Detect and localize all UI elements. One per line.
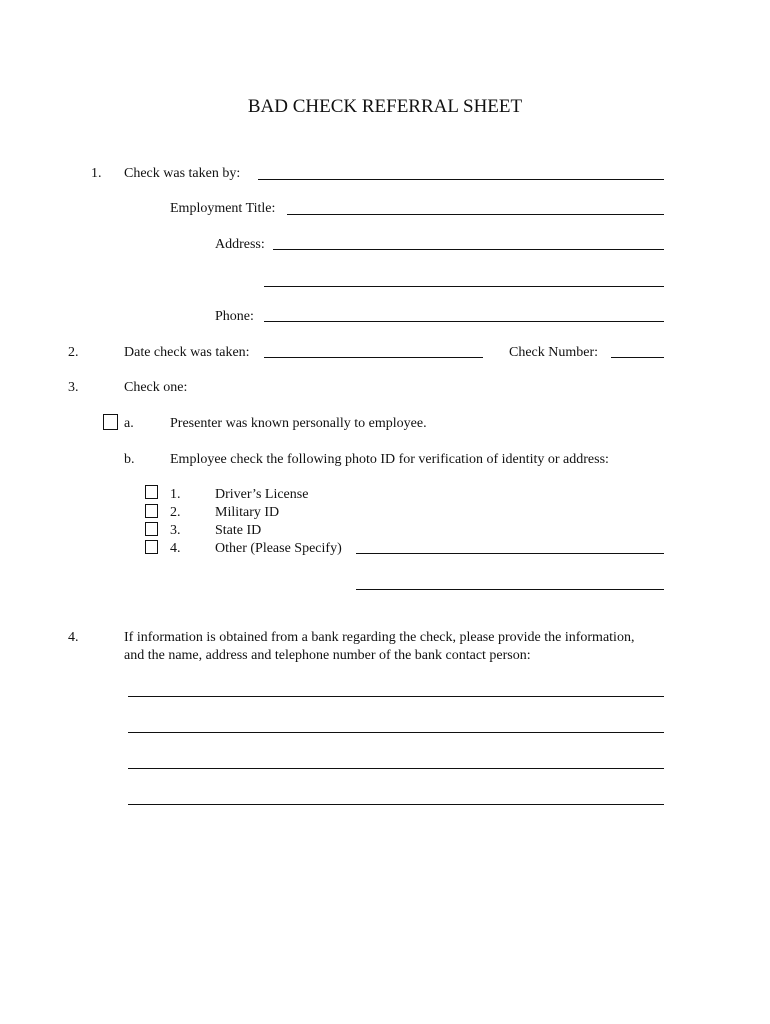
section-2-number: 2. bbox=[68, 345, 79, 360]
section-1-number: 1. bbox=[91, 166, 102, 181]
option-b-letter: b. bbox=[124, 452, 135, 467]
section-3-number: 3. bbox=[68, 380, 79, 395]
id-item-number: 2. bbox=[170, 505, 181, 520]
id-item-label: Driver’s License bbox=[215, 487, 309, 502]
address-field-line-2[interactable] bbox=[264, 286, 664, 287]
id-item-number: 3. bbox=[170, 523, 181, 538]
option-a-letter: a. bbox=[124, 416, 134, 431]
other-id-specify-field[interactable] bbox=[356, 553, 664, 554]
id-item-label: Military ID bbox=[215, 505, 280, 520]
date-taken-field[interactable] bbox=[264, 357, 483, 358]
employment-title-label: Employment Title: bbox=[170, 201, 276, 216]
phone-field[interactable] bbox=[264, 321, 664, 322]
option-b-text: Employee check the following photo ID for verification of identity or address: bbox=[170, 452, 609, 467]
option-a-text: Presenter was known personally to employee. bbox=[170, 416, 427, 431]
page-title: BAD CHECK REFERRAL SHEET bbox=[247, 96, 523, 117]
address-field-line-1[interactable] bbox=[273, 249, 664, 250]
bank-info-text-line-2: and the name, address and telephone number of the bank contact person: bbox=[124, 648, 531, 663]
id-item-number: 1. bbox=[170, 487, 181, 502]
other-id-specify-field-line-2[interactable] bbox=[356, 589, 664, 590]
check-number-field[interactable] bbox=[611, 357, 664, 358]
id-item-label: Other (Please Specify) bbox=[215, 541, 342, 556]
bank-info-field-line-1[interactable] bbox=[128, 696, 664, 697]
military-id-checkbox[interactable] bbox=[145, 504, 158, 518]
other-id-checkbox[interactable] bbox=[145, 540, 158, 554]
taken-by-label: Check was taken by: bbox=[124, 166, 241, 181]
section-4-number: 4. bbox=[68, 630, 79, 645]
check-number-label: Check Number: bbox=[509, 345, 599, 360]
taken-by-field[interactable] bbox=[258, 179, 664, 180]
bank-info-text-line-1: If information is obtained from a bank regarding the check, please provide the information, bbox=[124, 630, 635, 645]
check-one-label: Check one: bbox=[124, 380, 188, 395]
bank-info-field-line-2[interactable] bbox=[128, 732, 664, 733]
employment-title-field[interactable] bbox=[287, 214, 664, 215]
phone-label: Phone: bbox=[215, 309, 254, 324]
bank-info-field-line-4[interactable] bbox=[128, 804, 664, 805]
date-taken-label: Date check was taken: bbox=[124, 345, 250, 360]
id-item-number: 4. bbox=[170, 541, 181, 556]
state-id-checkbox[interactable] bbox=[145, 522, 158, 536]
id-item-label: State ID bbox=[215, 523, 262, 538]
address-label: Address: bbox=[215, 237, 265, 252]
bank-info-field-line-3[interactable] bbox=[128, 768, 664, 769]
drivers-license-checkbox[interactable] bbox=[145, 485, 158, 499]
presenter-known-checkbox[interactable] bbox=[103, 414, 118, 430]
